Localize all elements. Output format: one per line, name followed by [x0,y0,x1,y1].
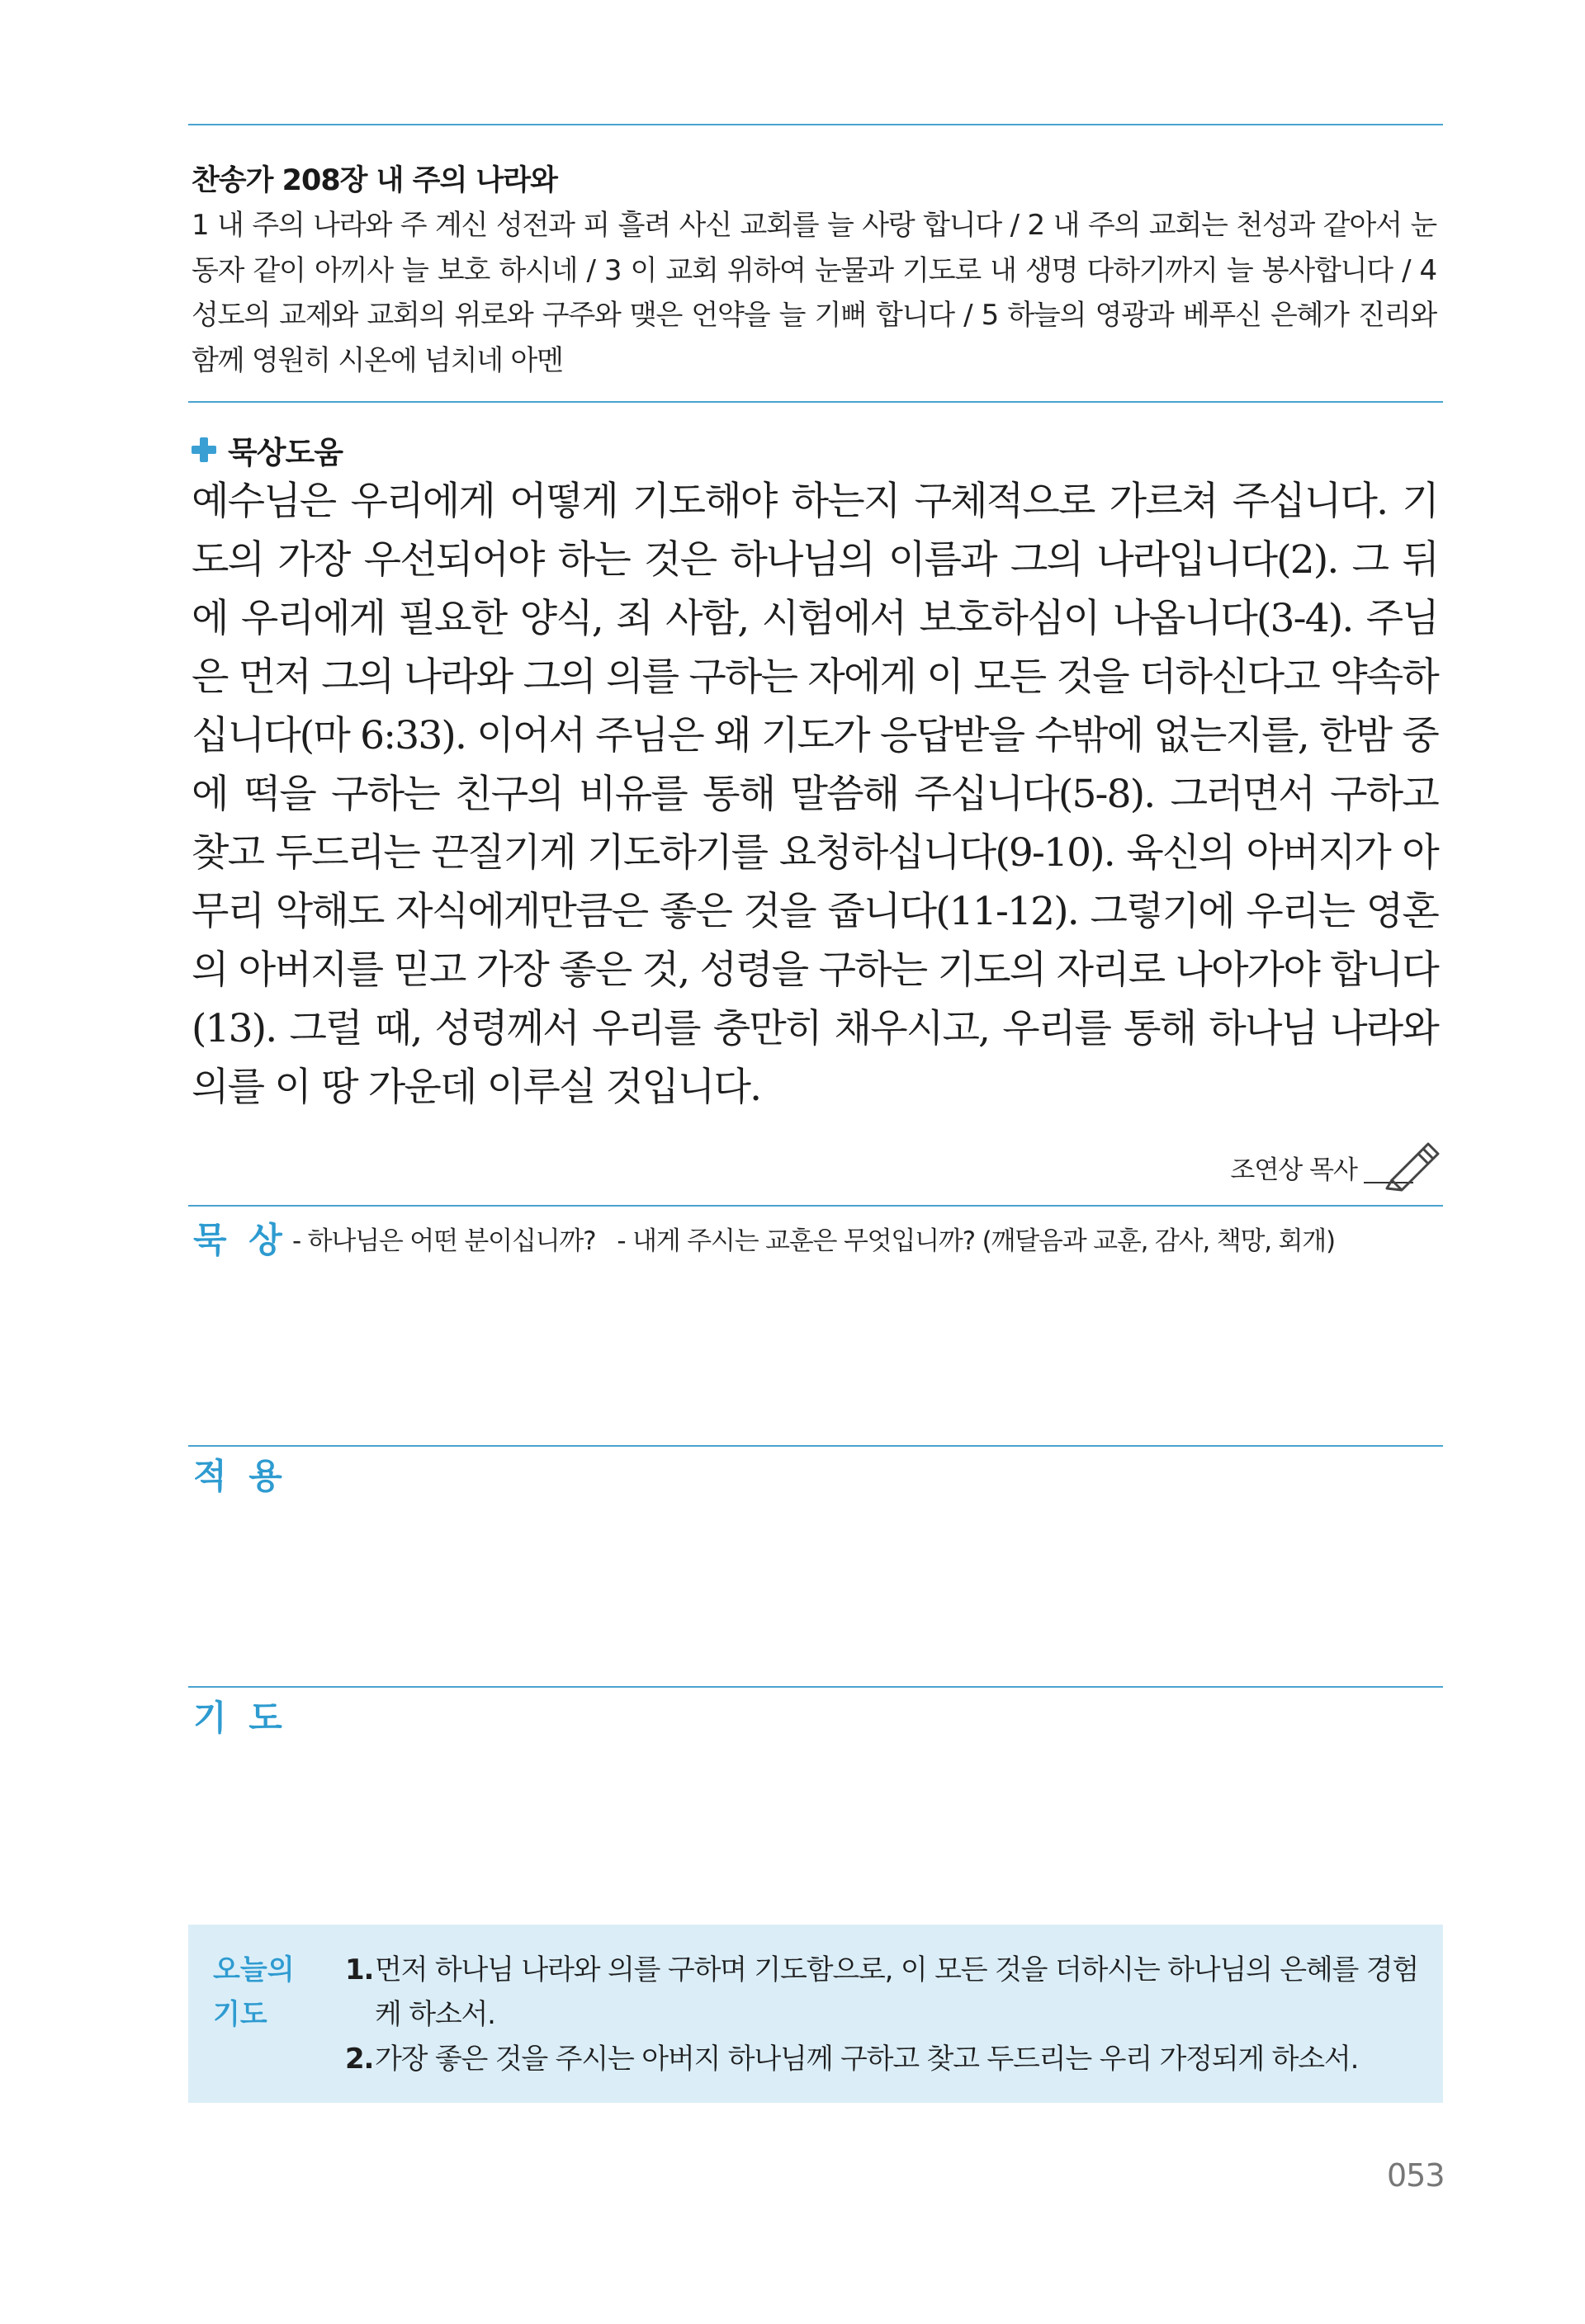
meditation-help-heading [192,430,343,470]
prayer-label: 기 도 [193,1698,287,1738]
meditation-label: 묵 상 [193,1220,287,1260]
meditation-help-title: 묵상도움 [228,435,343,470]
plus-icon [192,437,216,462]
prayer-item-number: 1. [345,1953,374,1986]
pencil-icon [1380,1137,1441,1192]
todays-prayer-label-line2: 기도 [213,1998,267,2031]
prayer-item-text: 먼저 하나님 나라와 의를 구하며 기도함으로, 이 모든 것을 더하시는 하나님의 은혜를 경험케 하소서. [375,1953,1419,2031]
prayer-item [345,1948,1426,2037]
todays-prayer-list [345,1948,1426,2081]
prayer-item-text: 가장 좋은 것을 주시는 아버지 하나님께 구하고 찾고 두드리는 우리 가정되게 하소서. [375,2043,1359,2076]
prayer-item-number: 2. [345,2043,374,2076]
todays-prayer-label-line1: 오늘의 [213,1953,295,1986]
author-name: 조연상 목사 [1230,1155,1357,1185]
meditation-help-body: 예수님은 우리에게 어떻게 기도해야 하는지 구체적으로 가르쳐 주십니다. 기도의 가장 우선되어야 하는 것은 하나님의 이름과 그의 나라입니다(2). 그 뒤에 우리에게 필요한 양식, 죄 사함, 시험에서 보호하심이 나옵니다(3-4). 주님은 먼저 그의 나라와 그의 의를 구하는 자에게 이 모든 것을 더하신다고 약속하십니다(마 6:33). 이어서 주님은 왜 기도가 응답받을 수밖에 없는지를, 한밤 중에 떡을 구하는 친구의 비유를 통해 말씀해 주십니다(5-8). 그러면서 구하고 찾고 두드리는 끈질기게 기도하기를 요청하십니다(9-10). 육신의 아버지가 아무리 악해도 자식에게만큼은 좋은 것을 줍니다(11-12). 그렇기에 우리는 영혼의 아버지를 믿고 가장 좋은 것, 성령을 구하는 기도의 자리로 나아가야 합니다(13). 그럴 때, 성령께서 우리를 충만히 채우시고, 우리를 통해 하나님 나라와 의를 이 땅 가운데 이루실 것입니다. [192,479,1438,1110]
application-rule [188,1445,1443,1447]
hymn-title: 찬송가 208장 내 주의 나라와 [192,164,557,197]
hymn-bottom-rule [188,401,1443,403]
todays-prayer-label [213,1948,312,2037]
meditation-questions: - 하나님은 어떤 분이십니까? - 내게 주시는 교훈은 무엇입니까? (깨달음과 교훈, 감사, 책망, 회개) [292,1226,1335,1256]
top-rule [188,124,1443,125]
meditation-rule [188,1205,1443,1207]
hymn-lyrics: 1 내 주의 나라와 주 계신 성전과 피 흘려 사신 교회를 늘 사랑 합니다 / 2 내 주의 교회는 천성과 같아서 눈동자 같이 아끼사 늘 보호 하시네 / 3 이 교회 위하여 눈물과 기도로 내 생명 다하기까지 늘 봉사합니다 / 4 성도의 교제와 교회의 위로와 구주와 맺은 언약을 늘 기뻐 합니다 / 5 하늘의 영광과 베푸신 은혜가 진리와 함께 영원히 시온에 넘치네 아멘 [192,209,1436,377]
prayer-rule [188,1686,1443,1688]
page-number: 053 [1387,2157,1445,2194]
application-label: 적 용 [193,1456,287,1496]
prayer-item [345,2037,1426,2081]
